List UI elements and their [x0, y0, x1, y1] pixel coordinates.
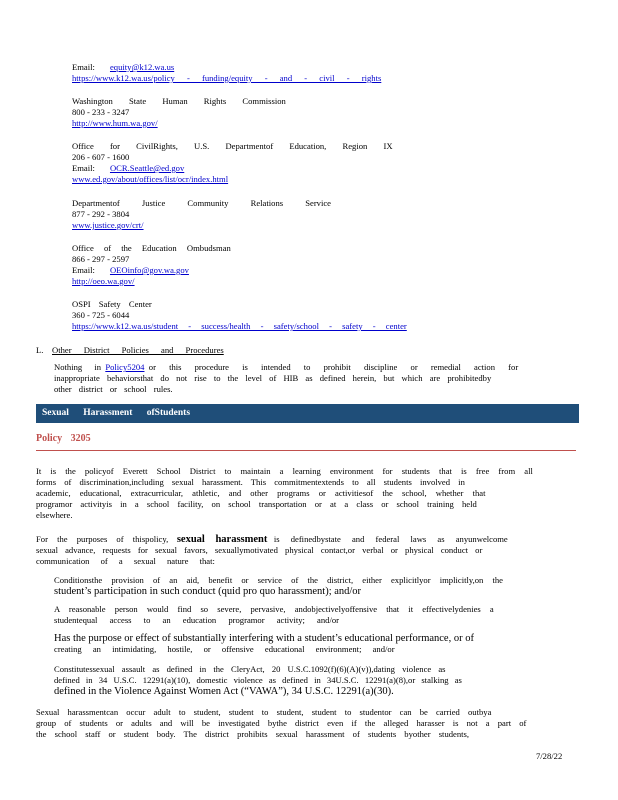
url-link[interactable]: http://oeo.wa.gov/	[72, 276, 135, 286]
condition-item	[54, 575, 503, 597]
contact-name: OSPI Safety Center	[72, 299, 152, 309]
intro-paragraph	[36, 466, 576, 521]
email-label: Email:	[72, 62, 95, 72]
condition-item	[54, 633, 474, 655]
contact-phone: 206 - 607 - 1600	[72, 152, 130, 162]
intro-line: academic, educational, extracurricular, athletic, and other programs or activitiesof the school, whether that	[36, 488, 486, 498]
title-rule	[36, 450, 576, 451]
email-link[interactable]: OCR.Seattle@ed.gov	[109, 163, 185, 173]
definition-text: is definedbystate and federal laws as anyunwelcome	[273, 534, 508, 544]
contact-phone: 800 - 233 - 3247	[72, 107, 130, 117]
closing-line: Sexual harassmentcan occur adult to student, student to student, student to studentor can be carried outbya	[36, 707, 492, 717]
intro-line: programor activityis in a school facility, on school transportation or at a class or school training held	[36, 499, 477, 509]
contact-name: Washington State Human Rights Commission	[72, 96, 286, 106]
contact-name: Office of the Education Ombudsman	[72, 243, 231, 253]
condition-line: Has the purpose or effect of substantially interfering with a student’s educational performance, or of	[54, 633, 474, 644]
definition-text: communication of a sexual nature that:	[36, 556, 215, 566]
closing-line: group of students or adults and will be investigated bythe district even if the alleged harasser is not a part of	[36, 718, 527, 728]
page-date: 7/28/22	[536, 751, 563, 761]
definition-text: For the purposes of thispolicy,	[36, 534, 169, 544]
body-text: Nothing in	[54, 362, 102, 372]
contact-name: Departmentof Justice Community Relations Service	[72, 198, 332, 208]
intro-line: forms of discrimination,including sexual harassment. This commitmentextends to all students involved in	[36, 477, 465, 487]
url-link[interactable]: http://www.hum.wa.gov/	[72, 118, 158, 128]
condition-line: creating an intimidating, hostile, or offensive educational environment; and/or	[54, 644, 395, 654]
email-link[interactable]: OEOinfo@gov.wa.gov	[109, 265, 189, 275]
condition-item	[54, 604, 494, 626]
contact-phone: 866 - 297 - 2597	[72, 254, 130, 264]
email-label: Email:	[72, 265, 95, 275]
body-text: other district or school rules.	[54, 384, 173, 394]
email-label: Email:	[72, 163, 95, 173]
url-link[interactable]: www.ed.gov/about/offices/list/ocr/index.html	[72, 174, 229, 184]
contact-equity	[72, 62, 381, 84]
url-link[interactable]: www.justice.gov/crt/	[72, 220, 144, 230]
condition-line: Constitutessexual assault as defined in the CleryAct, 20 U.S.C.1092(f)(6)(A)(v)),dating violence as	[54, 664, 446, 674]
contact-name: Office for CivilRights, U.S. Departmentof Education, Region IX	[72, 141, 393, 151]
policy-title: Policy 3205	[36, 433, 91, 444]
section-l-body	[54, 362, 574, 395]
section-letter: L.	[36, 345, 44, 355]
contact-phone: 360 - 725 - 6044	[72, 310, 130, 320]
section-l-heading	[36, 345, 224, 356]
intro-line: It is the policyof Everett School District to maintain a learning environment for students that is free from all	[36, 466, 533, 476]
section-banner	[36, 404, 579, 423]
url-link[interactable]: https://www.k12.wa.us/student - success/health - safety/school - safety - center	[72, 321, 407, 331]
section-heading-link[interactable]: Other District Policies and Procedures	[52, 345, 224, 355]
condition-item	[54, 664, 462, 697]
closing-line: the school staff or student body. The district prohibits sexual harassment of students byother students,	[36, 729, 470, 739]
body-text: or this procedure is intended to prohibit discipline or remedial action for	[148, 362, 519, 372]
definition-text: sexual advance, requests for sexual favors, sexuallymotivated physical contact,or verbal or physical conduct or	[36, 545, 483, 555]
contact-human-rights	[72, 96, 286, 129]
condition-line: A reasonable person would find so severe, pervasive, andobjectivelyoffensive that it effectivelydenies a	[54, 604, 494, 614]
condition-line: defined in the Violence Against Women Act (“VAWA”), 34 U.S.C. 12291(a)(30).	[54, 686, 394, 697]
contact-ospi	[72, 299, 407, 332]
defined-term: sexual harassment	[176, 534, 268, 545]
url-link[interactable]: https://www.k12.wa.us/policy - funding/equity - and - civil - rights	[72, 73, 382, 83]
contact-phone: 877 - 292 - 3804	[72, 209, 130, 219]
definition-paragraph	[36, 534, 576, 567]
condition-line: student’s participation in such conduct (quid pro quo harassment); and/or	[54, 586, 362, 597]
condition-line: Conditionsthe provision of an aid, benefit or service of the district, either explicitlyor implicitly,on the	[54, 575, 503, 585]
intro-line: elsewhere.	[36, 510, 73, 520]
contact-ombudsman	[72, 243, 231, 287]
banner-title: Sexual Harassment ofStudents	[42, 408, 191, 418]
policy-5204-link[interactable]: Policy5204	[105, 362, 145, 372]
body-text: inappropriate behaviorsthat do not rise to the level of HIB as defined herein, but which are prohibitedby	[54, 373, 492, 383]
contact-ocr	[72, 141, 393, 185]
condition-line: defined in 34 U.S.C. 12291(a)(10), domestic violence as defined in 34U.S.C. 12291(a)(8),or stalking as	[54, 675, 462, 685]
email-link[interactable]: equity@k12.wa.us	[109, 62, 175, 72]
contact-doj	[72, 198, 331, 231]
closing-paragraph	[36, 707, 576, 740]
condition-line: studentequal access to an education programor activity; and/or	[54, 615, 340, 625]
